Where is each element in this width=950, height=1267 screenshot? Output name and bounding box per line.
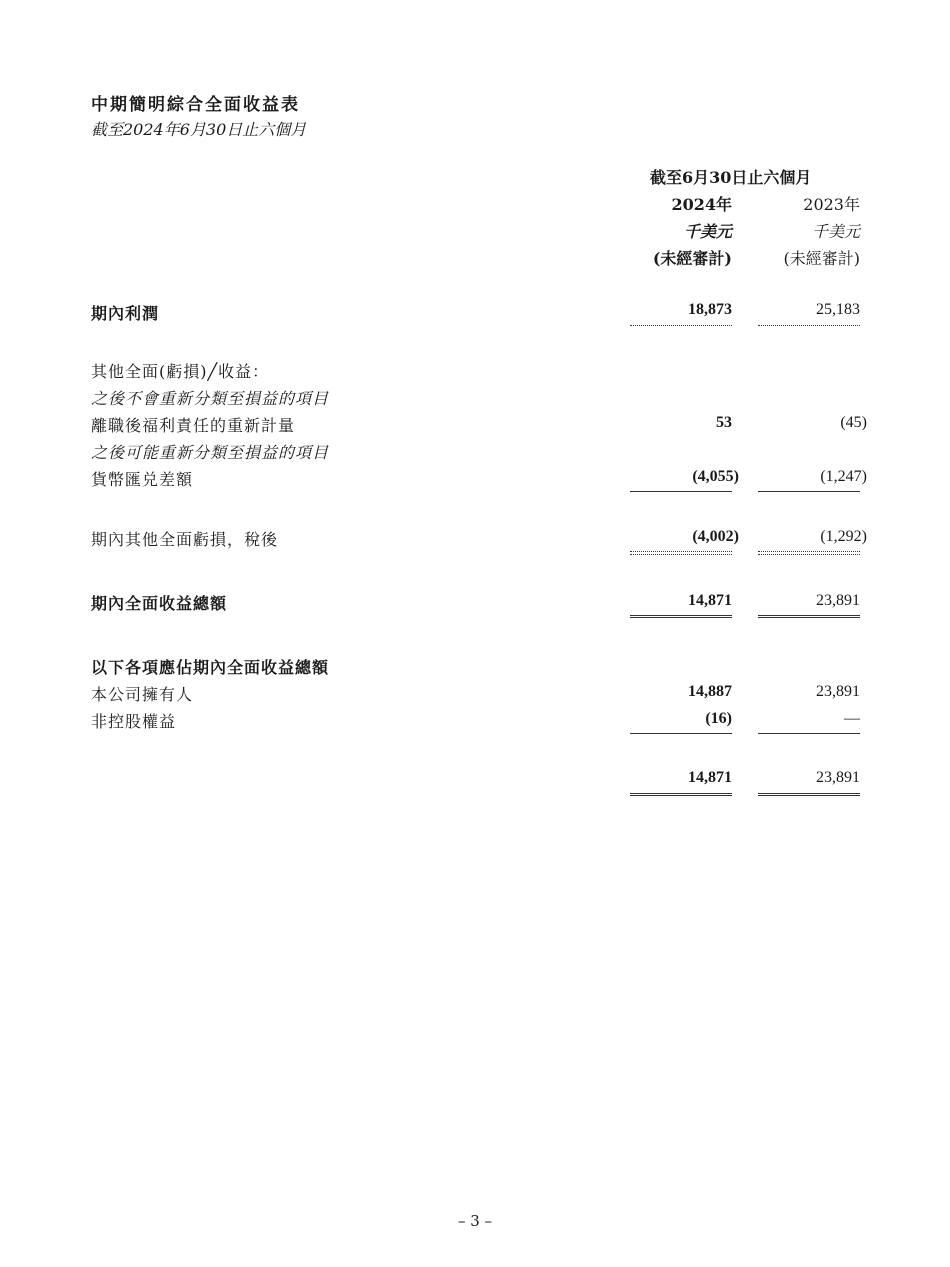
row-profit-2023: 25,183 — [816, 301, 860, 318]
row-owners-2024: 14,887 — [688, 683, 732, 700]
rule-nci-2023 — [758, 733, 860, 734]
row-total-ci-2024: 14,871 — [688, 592, 732, 609]
row-attrib-total-2024: 14,871 — [688, 769, 732, 786]
row-remeasure-2024: 53 — [716, 414, 732, 431]
statement-subtitle: 截至2024年6月30日止六個月 — [91, 120, 307, 139]
row-remeasure-2023: (45) — [840, 414, 867, 431]
rule-nci-2024 — [630, 733, 732, 734]
rule-total-ci-2023 — [758, 615, 860, 618]
row-nci-label: 非控股權益 — [91, 712, 177, 731]
column-2024-unit: 千美元 — [683, 222, 732, 241]
row-nci-2024: (16) — [705, 710, 732, 727]
row-oci-total-2023: (1,292) — [820, 528, 867, 545]
page-number: – 3 – — [457, 1212, 493, 1230]
period-header: 截至6月30日止六個月 — [650, 168, 812, 187]
rule-fx-2023 — [758, 491, 860, 492]
rule-oci-total-2024 — [630, 551, 732, 552]
row-nci-2023: — — [844, 710, 860, 727]
statement-title: 中期簡明綜合全面收益表 — [91, 95, 300, 115]
row-total-ci-label: 期內全面收益總額 — [91, 594, 228, 613]
column-2024-year: 2024年 — [671, 195, 732, 214]
rule-attrib-total-2024 — [630, 793, 732, 796]
row-remeasure-label: 離職後福利責任的重新計量 — [91, 416, 296, 435]
row-profit-2024: 18,873 — [688, 301, 732, 318]
row-profit-label: 期內利潤 — [91, 304, 160, 323]
row-may-reclass-label: 之後可能重新分類至損益的項目 — [91, 443, 330, 462]
row-fx-label: 貨幣匯兑差額 — [91, 470, 194, 489]
row-owners-label: 本公司擁有人 — [91, 685, 194, 704]
row-oci-total-2024: (4,002) — [692, 528, 739, 545]
row-fx-2023: (1,247) — [820, 468, 867, 485]
rule-profit-2024 — [630, 325, 732, 326]
column-2023-audit: (未經審計) — [783, 249, 860, 268]
rule-profit-2023 — [758, 325, 860, 326]
column-2024-audit: (未經審計) — [652, 249, 732, 268]
rule-attrib-total-2023 — [758, 793, 860, 796]
rule-oci-total-2023 — [758, 551, 860, 552]
row-attrib-header-label: 以下各項應佔期內全面收益總額 — [91, 658, 330, 677]
rule-total-ci-2024 — [630, 615, 732, 618]
row-fx-2024: (4,055) — [692, 468, 739, 485]
column-2023-year: 2023年 — [803, 195, 860, 214]
row-attrib-total-2023: 23,891 — [816, 769, 860, 786]
row-oci-header-label: 其他全面(虧損)╱收益： — [91, 362, 270, 381]
rule-fx-2024 — [630, 491, 732, 492]
row-not-reclass-label: 之後不會重新分類至損益的項目 — [91, 389, 330, 408]
column-2023-unit: 千美元 — [811, 222, 860, 241]
row-total-ci-2023: 23,891 — [816, 592, 860, 609]
row-oci-total-label: 期內其他全面虧損，稅後 — [91, 530, 279, 549]
row-owners-2023: 23,891 — [816, 683, 860, 700]
